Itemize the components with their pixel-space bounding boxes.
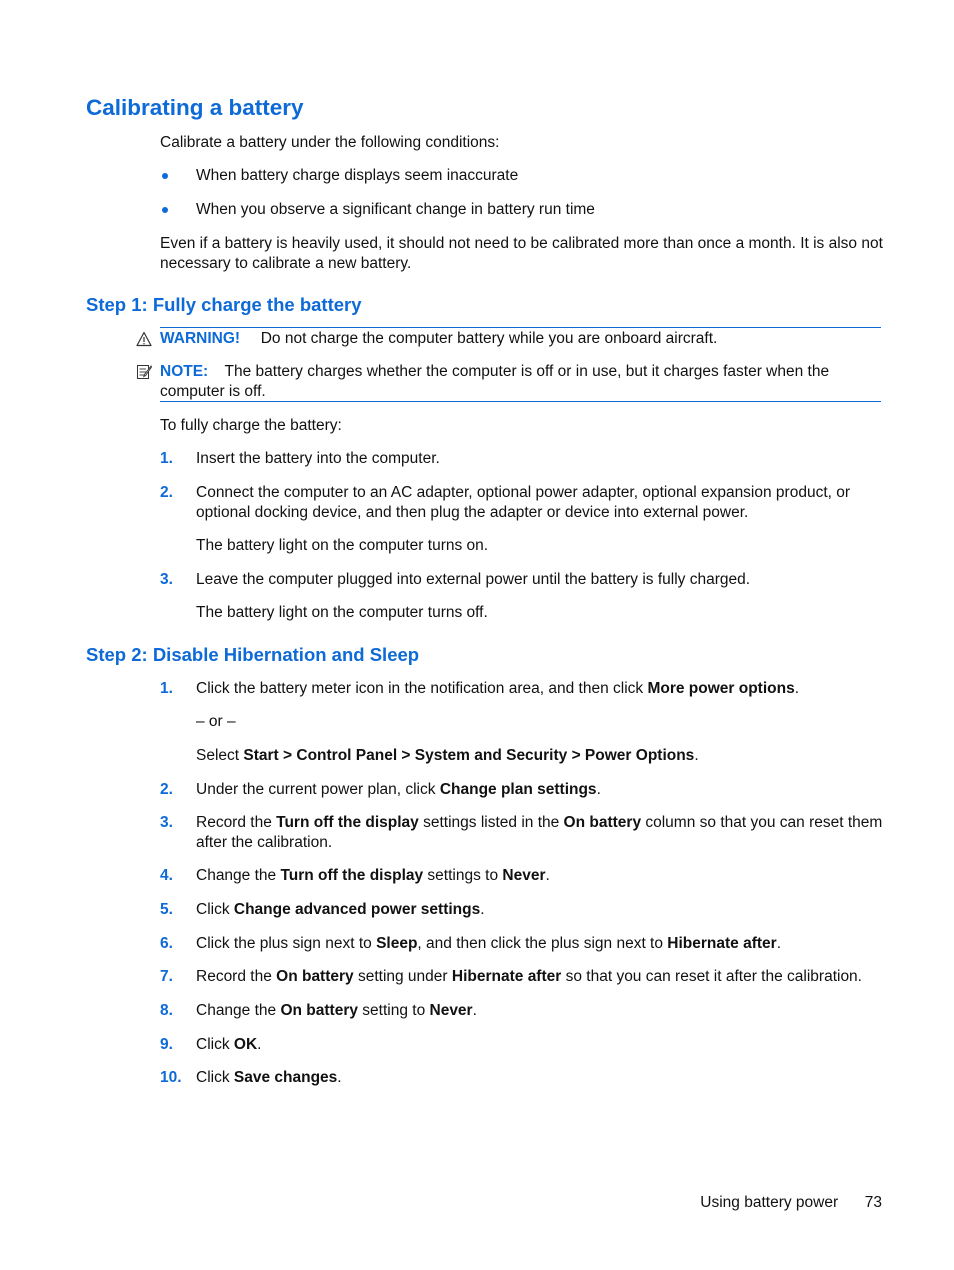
step-number: 4.	[160, 867, 173, 884]
step-number: 2.	[160, 484, 173, 501]
step1-heading: Step 1: Fully charge the battery	[86, 294, 362, 315]
note-label: NOTE:	[160, 363, 209, 380]
step-text: Click OK.	[196, 1036, 262, 1053]
step-text: Leave the computer plugged into external power until the battery is fully charged.	[196, 571, 751, 588]
warning-text: Do not charge the computer battery while you are onboard aircraft.	[260, 330, 718, 347]
page-number: 73	[864, 1194, 882, 1211]
step-text: Under the current power plan, click Change plan settings.	[196, 781, 601, 798]
step-number: 9.	[160, 1036, 173, 1053]
step-text: Click the battery meter icon in the notification area, and then click More power options.	[196, 680, 800, 697]
intro-text: Calibrate a battery under the following conditions:	[160, 134, 500, 151]
step-number: 3.	[160, 814, 173, 831]
step-text: Click the plus sign next to Sleep, and then click the plus sign next to Hibernate after.	[196, 935, 782, 952]
step-number: 8.	[160, 1002, 173, 1019]
step-number: 10.	[160, 1069, 182, 1086]
step-text: Connect the computer to an AC adapter, optional power adapter, optional expansion product, or optional docking device, and then plug the adapter or device into external power.	[196, 484, 851, 521]
bullet-icon	[162, 207, 168, 213]
step-text: Click Save changes.	[196, 1069, 342, 1086]
step-text: Record the On battery setting under Hibernate after so that you can reset it after the calibration.	[196, 968, 862, 985]
step1-lead: To fully charge the battery:	[160, 417, 342, 434]
step2-heading: Step 2: Disable Hibernation and Sleep	[86, 644, 420, 665]
step-number: 3.	[160, 571, 173, 588]
step-number: 6.	[160, 935, 173, 952]
step-text: Select Start > Control Panel > System and Security > Power Options.	[196, 747, 699, 764]
step-text: Record the Turn off the display settings listed in the On battery column so that you can reset them after the calibration.	[196, 814, 883, 851]
bullet-icon	[162, 173, 168, 179]
note-icon	[136, 364, 152, 380]
warning-label: WARNING!	[160, 330, 241, 347]
note-box	[160, 362, 884, 401]
step-subtext: The battery light on the computer turns off.	[196, 604, 488, 621]
warning-box	[160, 329, 717, 349]
page-footer	[700, 1193, 882, 1213]
page-title: Calibrating a battery	[86, 95, 304, 120]
footer-section-title: Using battery power	[700, 1194, 839, 1211]
list-item: When battery charge displays seem inaccurate	[196, 167, 519, 184]
intro-paragraph: Even if a battery is heavily used, it should not need to be calibrated more than once a month. It is also not necessary to calibrate a new battery.	[160, 235, 883, 272]
warning-icon	[136, 331, 152, 347]
step-number: 1.	[160, 680, 173, 697]
warning-top-rule	[160, 327, 881, 328]
list-item: When you observe a significant change in battery run time	[196, 201, 595, 218]
step-text: Change the On battery setting to Never.	[196, 1002, 477, 1019]
step-text: Insert the battery into the computer.	[196, 450, 440, 467]
step-subtext: The battery light on the computer turns on.	[196, 537, 489, 554]
or-separator: – or –	[196, 713, 236, 730]
step-number: 7.	[160, 968, 173, 985]
step-number: 1.	[160, 450, 173, 467]
note-text: The battery charges whether the computer is off or in use, but it charges faster when the computer is off.	[160, 363, 830, 400]
step-number: 2.	[160, 781, 173, 798]
step-text: Change the Turn off the display settings to Never.	[196, 867, 550, 884]
step-number: 5.	[160, 901, 173, 918]
note-bottom-rule	[160, 401, 881, 402]
step-text: Click Change advanced power settings.	[196, 901, 485, 918]
